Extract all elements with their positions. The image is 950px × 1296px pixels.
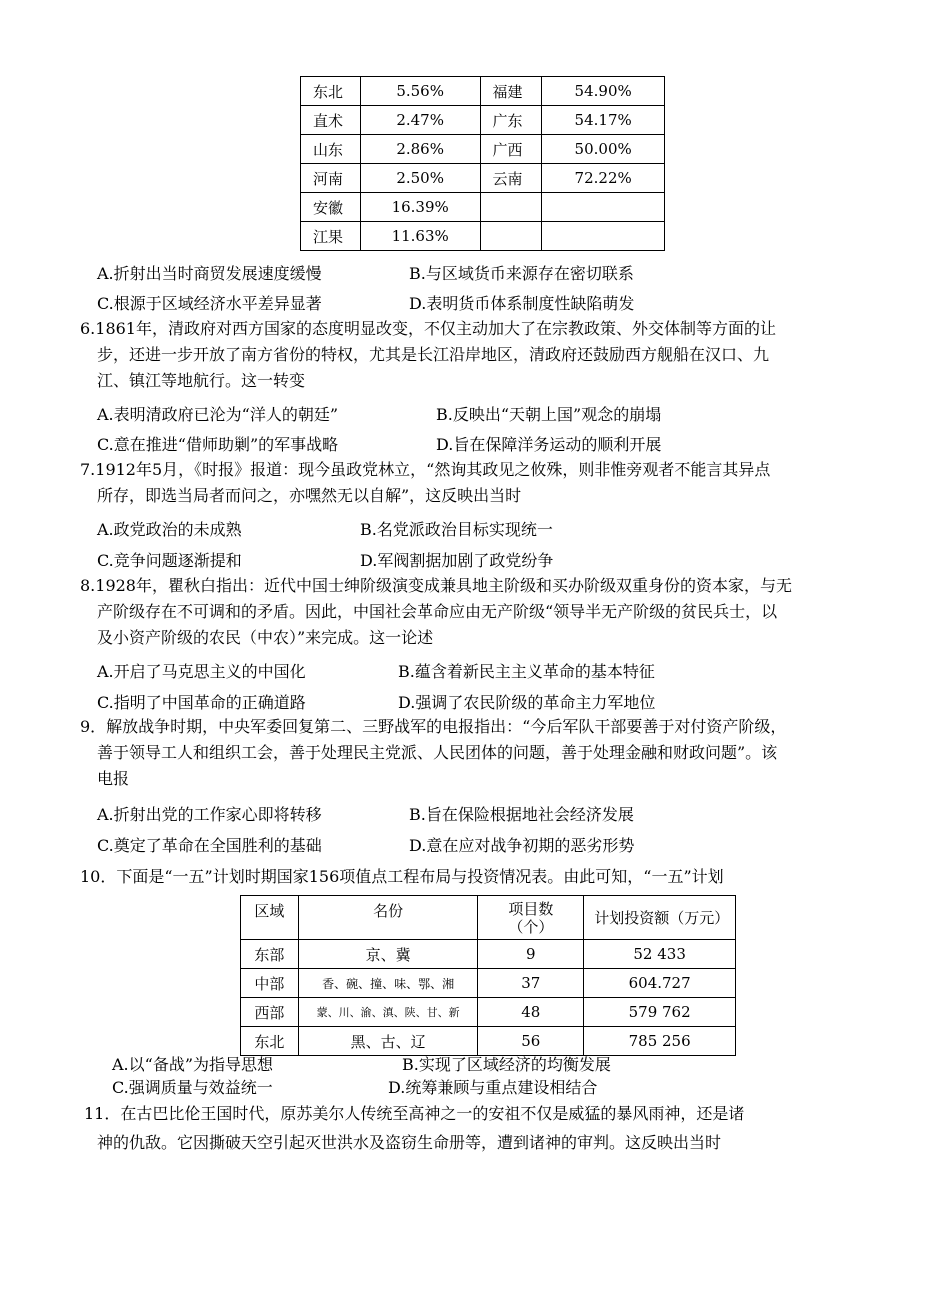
q9-option-b: B.旨在保险根据地社会经济发展 (409, 805, 634, 824)
q9-option-d: D.意在应对战争初期的恶劣形势 (409, 836, 635, 855)
table-cell: 16.39% (360, 193, 480, 222)
table-cell: 中部 (241, 969, 299, 998)
q9-option-a: A.折射出党的工作家心即将转移 (97, 805, 322, 824)
table-header-cell: 计划投资额（万元） (584, 896, 736, 940)
q6-option-c: C.意在推进“借师助剿”的军事战略 (97, 435, 339, 454)
q5-option-d: D.表明货币体系制度性缺陷萌发 (409, 294, 635, 313)
q10-option-b: B.实现了区域经济的均衡发展 (402, 1055, 611, 1074)
table-row (301, 135, 665, 164)
q7-stem-line1: 7.1912年5月，《时报》报道：现今虽政党林立，“然询其政见之攸殊，则非惟旁观者不能言其异点 (80, 460, 771, 479)
q8-option-c: C.指明了中国革命的正确道路 (97, 693, 306, 712)
table-cell: 604.727 (584, 969, 736, 998)
table-cell: 直术 (301, 106, 361, 135)
q11-stem-line1: 11．在古巴比伦王国时代，原苏美尔人传统至高神之一的安祖不仅是威猛的暴风雨神，还是诸 (84, 1104, 745, 1123)
q7-option-a: A.政党政治的未成熟 (97, 520, 242, 539)
table-row (241, 969, 736, 998)
q10-option-a: A.以“备战”为指导思想 (112, 1055, 274, 1074)
table-cell (480, 193, 542, 222)
q6-stem-line2: 步，还进一步开放了南方省份的特权，尤其是长江沿岸地区，清政府还鼓励西方舰船在汉口、九 (97, 345, 770, 364)
q7-option-b: B.名党派政治目标实现统一 (360, 520, 553, 539)
q5-option-c: C.根源于区域经济水平差异显著 (97, 294, 322, 313)
q8-option-a: A.开启了马克思主义的中国化 (97, 662, 306, 681)
q5-option-b: B.与区域货币来源存在密切联系 (409, 264, 634, 283)
q7-option-c: C.竞争问题逐渐提和 (97, 551, 242, 570)
q8-stem-line2: 产阶级存在不可调和的矛盾。因此，中国社会革命应由无产阶级“领导半无产阶级的贫民兵士，以 (97, 602, 778, 621)
table-cell: 54.17% (542, 106, 665, 135)
table-cell: 2.86% (360, 135, 480, 164)
q10-option-d: D.统筹兼顾与重点建设相结合 (388, 1078, 598, 1097)
table-cell: 2.47% (360, 106, 480, 135)
q6-option-b: B.反映出“天朝上国”观念的崩塌 (436, 405, 662, 424)
q7-stem-line2: 所存，即选当局者而问之，亦嘿然无以自解”，这反映出当时 (97, 486, 522, 505)
table-header-cell: 名份 (298, 896, 478, 940)
table-cell: 52 433 (584, 940, 736, 969)
table-row (241, 998, 736, 1027)
table-cell: 东北 (241, 1027, 299, 1056)
q6-option-a: A.表明清政府已沦为“洋人的朝廷” (97, 405, 339, 424)
table-row (301, 193, 665, 222)
table-cell: 9 (478, 940, 584, 969)
table-cell: 东部 (241, 940, 299, 969)
table-cell: 福建 (480, 77, 542, 106)
table-cell: 72.22% (542, 164, 665, 193)
q6-stem-line1: 6.1861年，清政府对西方国家的态度明显改变，不仅主动加大了在宗教政策、外交体制等方面的让 (80, 319, 776, 338)
table-cell: 山东 (301, 135, 361, 164)
table-row (301, 164, 665, 193)
table-cell: 东北 (301, 77, 361, 106)
q9-stem-line1: 9．解放战争时期，中央军委回复第二、三野战军的电报指出：“今后军队干部要善于对付资产阶级， (80, 717, 787, 736)
q9-stem-line2: 善于领导工人和组织工会，善于处理民主党派、人民团体的问题，善于处理金融和财政问题”。该 (97, 743, 778, 762)
table-cell: 江果 (301, 222, 361, 251)
table-row (301, 106, 665, 135)
table-cell: 56 (478, 1027, 584, 1056)
q9-stem-line3: 电报 (97, 769, 130, 788)
table-cell: 48 (478, 998, 584, 1027)
table-header-row (241, 896, 736, 940)
q5-option-a: A.折射出当时商贸发展速度缓慢 (97, 264, 322, 283)
table-cell: 54.90% (542, 77, 665, 106)
table-cell: 11.63% (360, 222, 480, 251)
q9-option-c: C.奠定了革命在全国胜利的基础 (97, 836, 322, 855)
table-cell: 50.00% (542, 135, 665, 164)
q8-stem-line1: 8.1928年，瞿秋白指出：近代中国士绅阶级演变成兼具地主阶级和买办阶级双重身份的资本家，与无 (80, 576, 792, 595)
table-cell: 579 762 (584, 998, 736, 1027)
table-cell: 广东 (480, 106, 542, 135)
table-cell (480, 222, 542, 251)
table-cell (542, 222, 665, 251)
table-cell: 香、碗、撞、味、鄂、湘 (298, 969, 478, 998)
q8-option-b: B.蕴含着新民主主义革命的基本特征 (398, 662, 655, 681)
table-header-cell: 区域 (241, 896, 299, 940)
q10-option-c: C.强调质量与效益统一 (112, 1078, 273, 1097)
table-cell (542, 193, 665, 222)
q10-stem-line1: 10．下面是“一五”计划时期国家156项值点工程布局与投资情况表。由此可知，“一五”计划 (80, 867, 724, 886)
q8-stem-line3: 及小资产阶级的农民（中农）”来完成。这一论述 (97, 628, 434, 647)
table-cell: 河南 (301, 164, 361, 193)
table-cell: 安徽 (301, 193, 361, 222)
table-cell: 2.50% (360, 164, 480, 193)
table-cell: 京、冀 (298, 940, 478, 969)
q6-option-d: D.旨在保障洋务运动的顺利开展 (436, 435, 662, 454)
table-row (241, 940, 736, 969)
q11-stem-line2: 神的仇敌。它因撕破天空引起灭世洪水及盗窃生命册等，遭到诸神的审判。这反映出当时 (97, 1133, 722, 1152)
table-cell: 37 (478, 969, 584, 998)
table-cell: 西部 (241, 998, 299, 1027)
q8-option-d: D.强调了农民阶级的革命主力军地位 (398, 693, 656, 712)
project-investment-table (240, 895, 736, 1056)
table-cell: 785 256 (584, 1027, 736, 1056)
currency-ratio-table (300, 76, 665, 251)
table-cell: 5.56% (360, 77, 480, 106)
table-row (301, 77, 665, 106)
table-row (301, 222, 665, 251)
table-cell: 云南 (480, 164, 542, 193)
table-header-cell: 项目数（个） (478, 896, 584, 940)
table-cell: 广西 (480, 135, 542, 164)
q7-option-d: D.军阀割据加剧了政党纷争 (360, 551, 554, 570)
q6-stem-line3: 江、镇江等地航行。这一转变 (97, 371, 306, 390)
table-cell: 蒙、川、渝、滇、陕、甘、新 (298, 998, 478, 1027)
table-cell: 黑、古、辽 (298, 1027, 478, 1056)
